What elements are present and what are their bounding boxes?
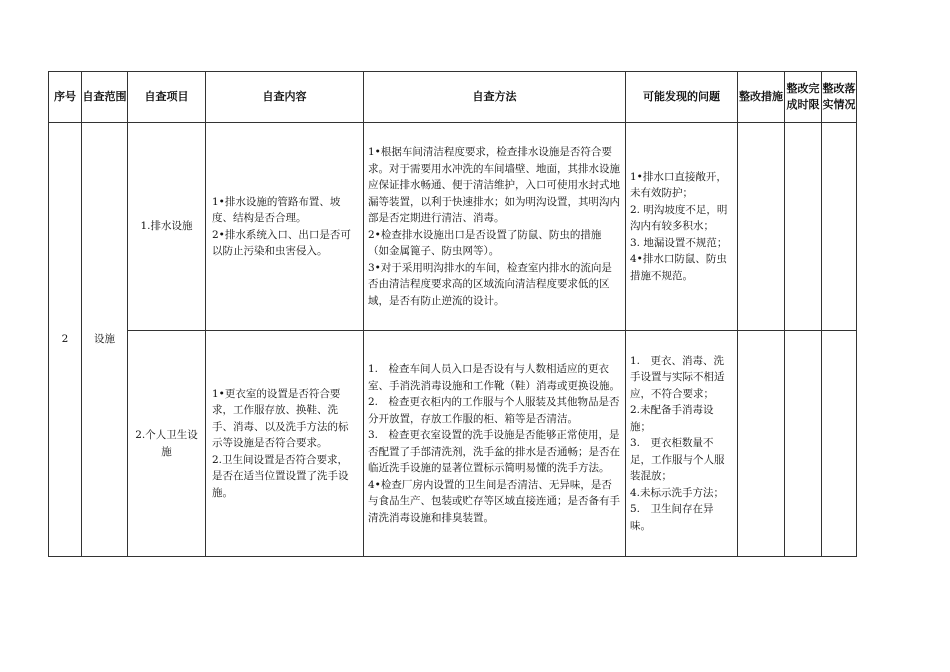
issues-text: 1. 更衣、消毒、洗手设置与实际不相适应，不符合要求； 2.未配备手消毒设施； 3. 更衣柜数量不足，工作服与个人服装混放； 4.未标示洗手方法； 5. 卫生间存在异味。 <box>630 354 725 532</box>
table-row <box>49 123 857 331</box>
content-cell <box>206 331 364 557</box>
deadline-cell <box>785 123 822 331</box>
status-cell <box>822 331 857 557</box>
header-method: 自查方法 <box>364 72 626 123</box>
method-text: 1•根据车间清洁程度要求，检查排水设施是否符合要求。对于需要用水冲洗的车间墙壁、地面，其排水设施应保证排水畅通、便于清洁维护，入口可使用水封式地漏等装置，以利于快速排水；如为明沟设置，其明沟内部是否定期进行清洁、消毒。 2•检查排水设施出口是否设置了防鼠、防虫的措施（如金属篦子、防虫网等）。 3•对于采用明沟排水的车间，检查室内排水的流向是否由清洁程度要求高的区域流向清洁程度要求低的区域，是否有防止逆流的设计。 <box>368 146 620 307</box>
group-seq-cell: 2 <box>49 123 82 557</box>
method-cell <box>364 331 626 557</box>
method-cell <box>364 123 626 331</box>
table-row <box>49 331 857 557</box>
measures-cell <box>738 331 785 557</box>
self-inspection-table <box>48 71 857 557</box>
deadline-cell <box>785 331 822 557</box>
header-item: 自查项目 <box>128 72 206 123</box>
header-seq: 序号 <box>49 72 82 123</box>
header-status: 整改落实情况 <box>822 72 857 123</box>
group-scope-cell: 设施 <box>82 123 128 557</box>
header-deadline: 整改完成时限 <box>785 72 822 123</box>
issues-cell <box>626 123 738 331</box>
item-text: 2.个人卫生设施 <box>135 429 198 458</box>
content-cell <box>206 123 364 331</box>
method-text: 1. 检查车间人员入口是否设有与人数相适应的更衣室、手消洗消毒设施和工作靴（鞋）消毒或更换设施。 2. 检查更衣柜内的工作服与个人服装及其他物品是否分开放置，存放工作服的柜、箱等是否清洁。 3. 检查更衣室设置的洗手设施是否能够正常使用，是否配置了手部清洗剂，洗手盆的排水是否通畅；是否在临近洗手设施的显著位置标示简明易懂的洗手方法。 4•检查厂房内设置的卫生间是否清洁、无异味，是否与食品生产、包装或贮存等区域直接连通；是否备有手清洗消毒设施和排臭装置。 <box>368 363 620 524</box>
issues-cell <box>626 331 738 557</box>
header-content: 自查内容 <box>206 72 364 123</box>
issues-text: 1•排水口直接敞开，未有效防护； 2. 明沟坡度不足，明沟内有较多积水； 3. 地漏设置不规范；4•排水口防鼠、防虫措施不规范。 <box>630 170 728 282</box>
measures-cell <box>738 123 785 331</box>
content-text: 1•更衣室的设置是否符合要求，工作服存放、换鞋、洗手、消毒、以及洗手方法的标示等设施是否符合要求。 2.卫生间设置是否符合要求，是否在适当位置设置了洗手设施。 <box>212 387 349 499</box>
item-cell <box>128 331 206 557</box>
header-row <box>49 72 857 123</box>
header-scope: 自查范围 <box>82 72 128 123</box>
header-measures: 整改措施 <box>738 72 785 123</box>
header-issues: 可能发现的问题 <box>626 72 738 123</box>
status-cell <box>822 123 857 331</box>
content-text: 1•排水设施的管路布置、坡度、结构是否合理。 2•排水系统入口、出口是否可以防止污染和虫害侵入。 <box>212 195 351 257</box>
item-cell: 1.排水设施 <box>128 123 206 331</box>
